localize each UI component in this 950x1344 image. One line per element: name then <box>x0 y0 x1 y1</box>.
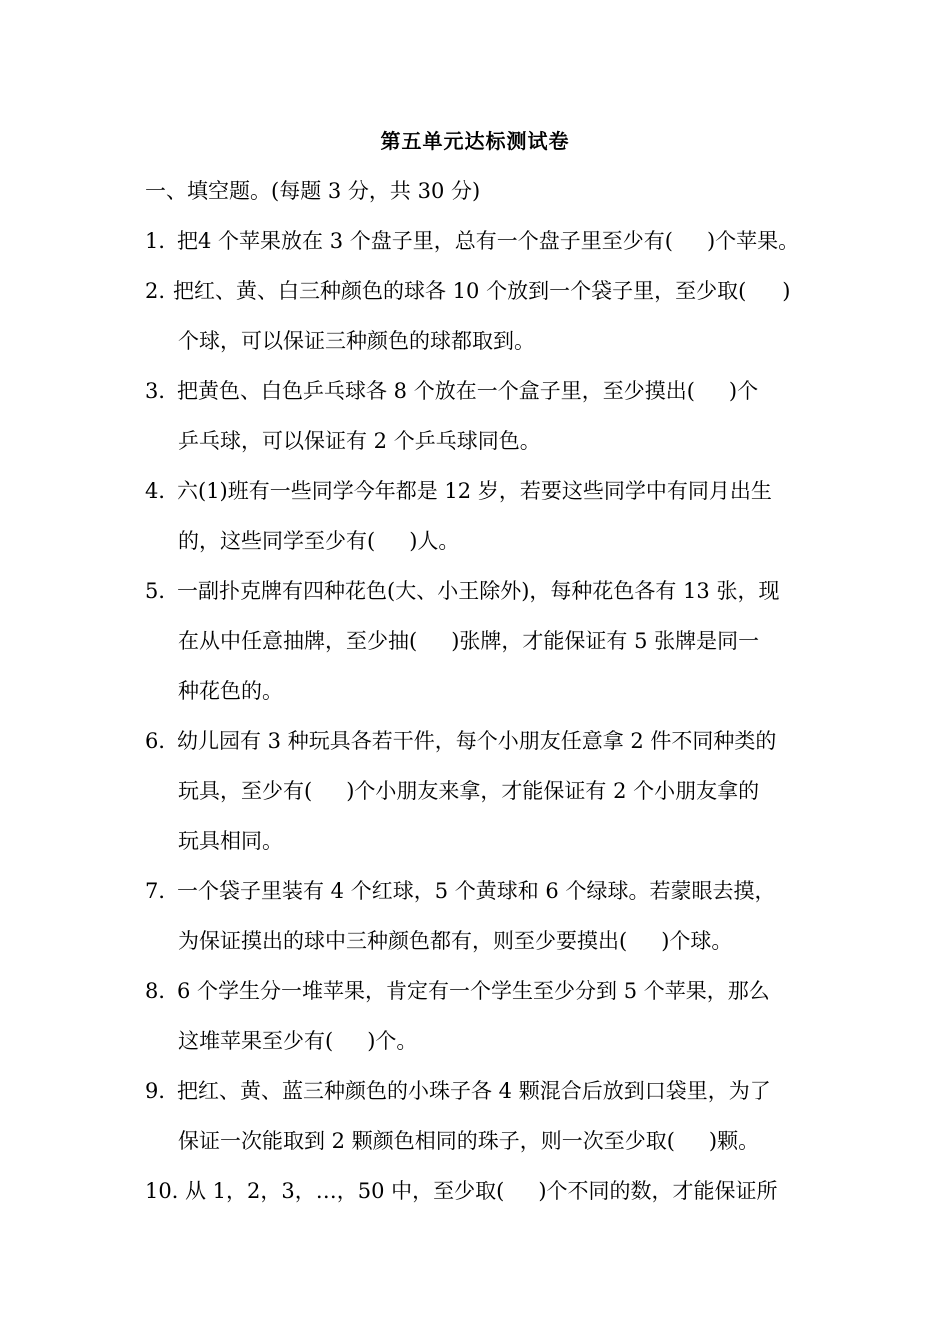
question-number: 2. <box>145 279 166 303</box>
question-text: )个 <box>728 379 759 403</box>
question-9 <box>145 1076 815 1106</box>
question-1 <box>145 226 815 256</box>
question-text: 为保证摸出的球中三种颜色都有，则至少要摸出( <box>178 929 628 953</box>
question-text: 把红、黄、蓝三种颜色的小珠子各 4 颗混合后放到口袋里，为了 <box>177 1079 771 1103</box>
question-number: 4． <box>145 479 180 503</box>
question-number: 6． <box>145 729 180 753</box>
question-text: )颗。 <box>708 1129 760 1153</box>
question-text: 这堆苹果至少有( <box>178 1029 334 1053</box>
question-9-continued <box>178 1126 848 1156</box>
question-number: 1． <box>145 229 180 253</box>
question-6-continued <box>178 776 848 806</box>
question-2-continued: 个球，可以保证三种颜色的球都取到。 <box>178 329 535 353</box>
question-number: 5． <box>145 579 180 603</box>
question-2 <box>145 276 815 306</box>
question-10 <box>145 1176 815 1206</box>
question-7-continued <box>178 926 848 956</box>
question-text: 幼儿园有 3 种玩具各若干件，每个小朋友任意拿 2 件不同种类的 <box>177 729 777 753</box>
page-title: 第五单元达标测试卷 <box>380 129 570 153</box>
section-heading: 一、填空题。(每题 3 分，共 30 分) <box>145 179 481 203</box>
question-text: )个球。 <box>661 929 733 953</box>
question-text: ) <box>782 279 791 303</box>
question-text: 保证一次能取到 2 颗颜色相同的珠子，则一次至少取( <box>178 1129 675 1153</box>
question-4 <box>145 476 815 506</box>
question-text: )个苹果。 <box>706 229 800 253</box>
question-7 <box>145 876 815 906</box>
question-number: 9． <box>145 1079 180 1103</box>
question-text: 在从中任意抽牌，至少抽( <box>178 629 418 653</box>
question-text: 把红、黄、白三种颜色的球各 10 个放到一个袋子里，至少取( <box>173 279 747 303</box>
question-3 <box>145 376 815 406</box>
question-text: 六(1)班有一些同学今年都是 12 岁，若要这些同学中有同月出生 <box>177 479 772 503</box>
question-number: 8． <box>145 979 180 1003</box>
question-number: 7． <box>145 879 180 903</box>
question-3-continued: 乒乓球，可以保证有 2 个乒乓球同色。 <box>178 429 541 453</box>
question-text: 把黄色、白色乒乓球各 8 个放在一个盒子里，至少摸出( <box>177 379 695 403</box>
question-text: 把4 个苹果放在 3 个盘子里，总有一个盘子里至少有( <box>177 229 673 253</box>
question-text: 从 1，2，3，…，50 中，至少取( <box>185 1179 505 1203</box>
question-text: 一个袋子里装有 4 个红球，5 个黄球和 6 个绿球。若蒙眼去摸， <box>177 879 776 903</box>
question-8 <box>145 976 815 1006</box>
question-text: 一副扑克牌有四种花色(大、小王除外)，每种花色各有 13 张，现 <box>177 579 780 603</box>
question-text: )人。 <box>409 529 460 553</box>
question-text: )个不同的数，才能保证所 <box>538 1179 778 1203</box>
question-text: )张牌，才能保证有 5 张牌是同一 <box>451 629 760 653</box>
question-5-continued <box>178 626 848 656</box>
question-5 <box>145 576 815 606</box>
question-text: )个小朋友来拿，才能保证有 2 个小朋友拿的 <box>346 779 760 803</box>
question-number: 3． <box>145 379 180 403</box>
question-6 <box>145 726 815 756</box>
question-5-continued: 种花色的。 <box>178 679 283 703</box>
question-text: )个。 <box>367 1029 418 1053</box>
question-text: 6 个学生分一堆苹果，肯定有一个学生至少分到 5 个苹果，那么 <box>177 979 770 1003</box>
question-text: 的，这些同学至少有( <box>178 529 376 553</box>
question-8-continued <box>178 1026 848 1056</box>
question-text: 玩具，至少有( <box>178 779 313 803</box>
question-number: 10． <box>145 1179 193 1203</box>
question-4-continued <box>178 526 848 556</box>
question-6-continued: 玩具相同。 <box>178 829 283 853</box>
